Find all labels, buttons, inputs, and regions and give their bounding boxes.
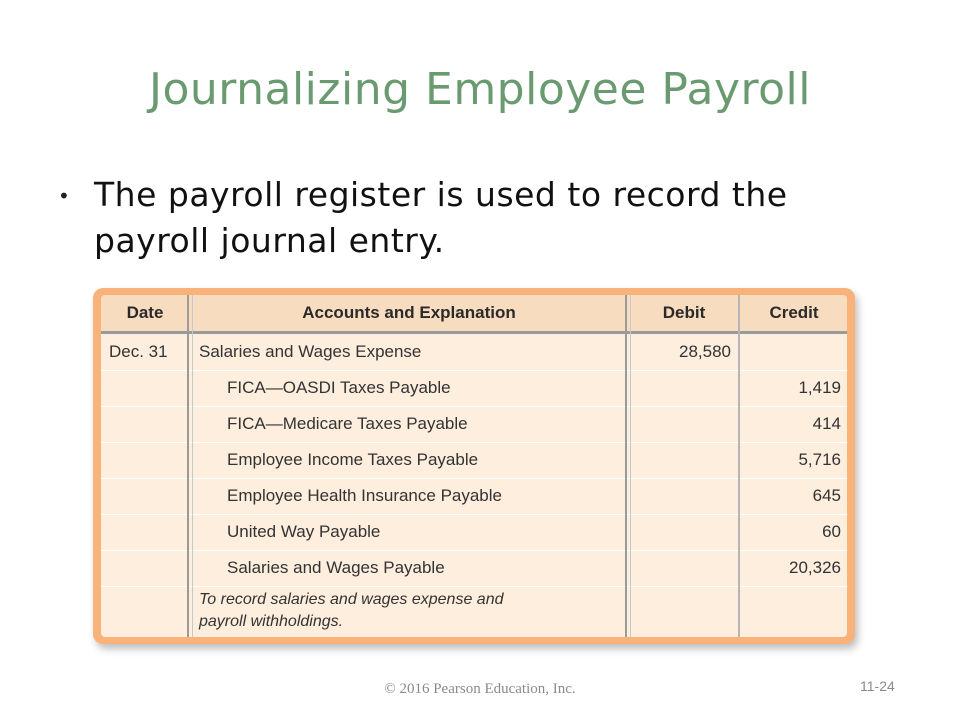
table-header (101, 295, 847, 334)
header-accounts: Accounts and Explanation (302, 303, 516, 322)
row-account: FICA—Medicare Taxes Payable (227, 414, 468, 433)
row-account: Salaries and Wages Payable (227, 558, 445, 577)
column-divider (625, 295, 631, 637)
header-credit: Credit (769, 303, 819, 322)
row-credit: 20,326 (789, 558, 841, 577)
table-row (101, 550, 847, 587)
row-debit (637, 550, 731, 586)
row-debit: 28,580 (679, 342, 731, 361)
row-account: United Way Payable (227, 522, 381, 541)
bullet-dot-icon: • (58, 184, 70, 208)
table-row (101, 370, 847, 407)
table-row (101, 514, 847, 551)
copyright-footer: © 2016 Pearson Education, Inc. (384, 681, 576, 697)
row-account: Employee Health Insurance Payable (227, 486, 502, 505)
bullet-text: The payroll register is used to record the payroll journal entry. (94, 175, 788, 260)
table-row (101, 442, 847, 479)
journal-entry-frame (93, 288, 855, 644)
journal-entry-table (101, 295, 847, 637)
table-row (101, 478, 847, 515)
row-credit: 1,419 (798, 378, 841, 397)
row-date: Dec. 31 (109, 342, 168, 361)
row-account: Salaries and Wages Expense (199, 342, 422, 361)
header-date: Date (126, 303, 164, 322)
row-debit (637, 478, 731, 514)
row-credit: 5,716 (798, 450, 841, 469)
row-credit (749, 334, 841, 370)
column-divider (738, 295, 740, 637)
table-row (101, 334, 847, 371)
table-row (101, 406, 847, 443)
bullet-item (58, 172, 878, 264)
row-debit (637, 406, 731, 442)
entry-explanation (199, 589, 504, 633)
row-credit: 414 (812, 414, 841, 433)
row-credit: 60 (822, 522, 841, 541)
explanation-line: payroll withholdings. (199, 613, 344, 630)
row-account: Employee Income Taxes Payable (227, 450, 479, 469)
row-debit (637, 442, 731, 478)
row-debit (637, 514, 731, 550)
row-debit (637, 370, 731, 406)
slide-title: Journalizing Employee Payroll (149, 64, 811, 115)
explanation-line: To record salaries and wages expense and (199, 591, 504, 608)
header-debit: Debit (662, 303, 706, 322)
row-credit: 645 (812, 486, 841, 505)
slide-number: 11-24 (860, 678, 895, 694)
column-divider (187, 295, 193, 637)
row-account: FICA—OASDI Taxes Payable (227, 378, 451, 397)
